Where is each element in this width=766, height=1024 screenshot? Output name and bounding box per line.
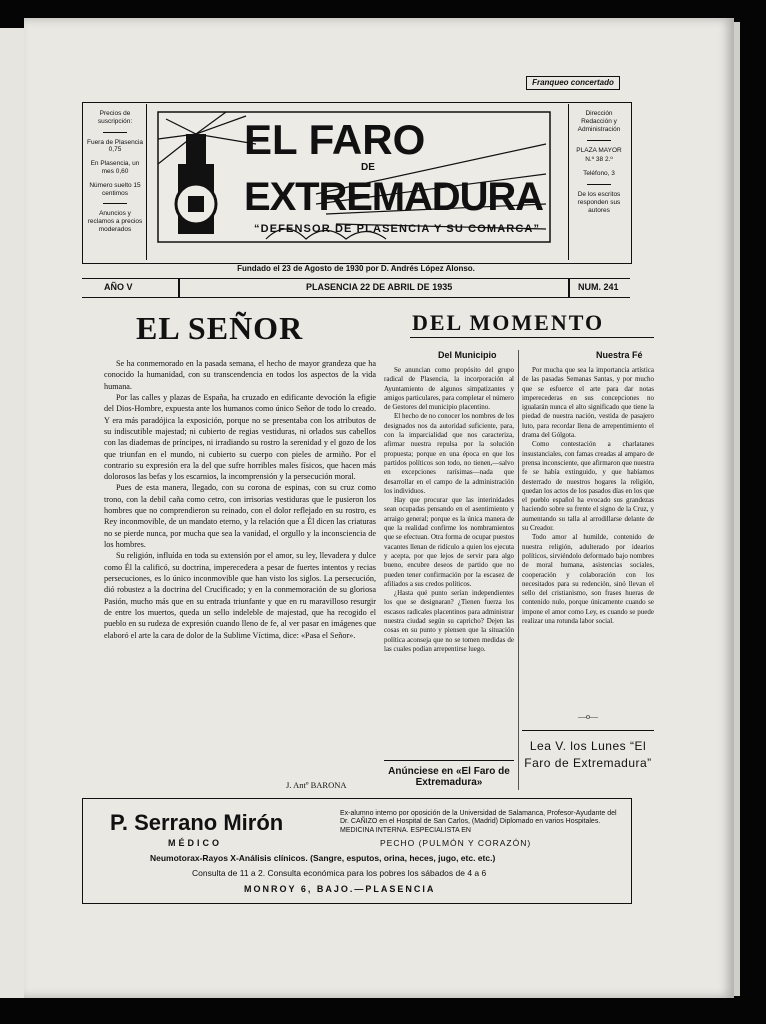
doctor-credentials: Ex-alumno interno por oposición de la Universidad de Salamanca, Profesor-Ayudante del Dr. CAÑIZO en el Hospital de San Carlos, (Madrid) Diplomado en varios Hospitales. MEDICINA INTERNA. ESPECIALISTA EN [340, 810, 617, 834]
administration-label: Dirección Redacción y Administración [577, 110, 621, 134]
doctor-name: P. Serrano Mirón [110, 810, 284, 835]
article-el-senor-body [104, 358, 376, 641]
issue-number: NUM. 241 [578, 282, 619, 292]
logo-title-line1: EL FARO [244, 116, 426, 163]
divider [587, 184, 611, 185]
ads-note: Anuncios y reclamos a precios moderados [87, 210, 143, 233]
article-signature: J. Antº BARONA [286, 780, 347, 790]
article-paragraph: Como contestación a charlatanes insustanciales, con famas creadas al amparo de prensa inconsciente, que afirmaron que nuestra fe se había extinguido, y que habíamos desterrado de nuestros hogares la religión, quedan los actos de los pasados días en los que el pueblo español ha evocado sus grandezas haciendo sobre su frente el signo de la Cruz, y aumentando su talla al arrodillarse delante de su Creador. [522, 440, 654, 533]
article-paragraph: Hay que procurar que las interinidades sean ocupadas pensando en el asentimiento y arraigo general; porque es la única manera de que la realidad confirme los nombramientos que se efectuan. Otra forma de ocupar puestos vacantes llenan de ridículo a quien los ejecuta y acepta, por que lejos de servir para algo bueno, encubre deseos de partido que no pueden tener confirmación por la escasez de afiliados a sus credos políticos. [384, 496, 514, 588]
subscription-prices: Precios de suscripción: [97, 110, 133, 125]
logo-de: DE [361, 162, 375, 173]
issue-info-bar [82, 278, 630, 298]
founded-line: Fundado el 23 de Agosto de 1930 por D. Andrés López Alonso. [237, 264, 475, 273]
column-rule [518, 350, 519, 790]
price-outside: Fuera de Plasencia 0,75 [86, 138, 143, 154]
article-paragraph: Se ha conmemorado en la pasada semana, el hecho de mayor grandeza que ha conocido la humanidad, con su transcendencia en todos los aspectos de la vida humana. [104, 359, 376, 391]
doctor-address: MONROY 6, BAJO.—PLASENCIA [244, 884, 436, 894]
divider [410, 337, 654, 338]
divider [103, 203, 127, 204]
franqueo-label: Franqueo concertado [526, 76, 620, 90]
nuestra-fe-body [522, 366, 654, 626]
telephone: Teléfono, 3 [583, 169, 615, 177]
article-paragraph: Se anuncian como propósito del grupo radical de Plasencia, la incorporación al Ayuntamiento de algunos simpatizantes y amigos particulares, para completar el número de Gestores del municipio placentino. [384, 366, 514, 412]
municipio-body [384, 366, 514, 654]
single-issue-price: Número suelto 15 centimos [89, 181, 141, 197]
subsection-title-nuestra-fe: Nuestra Fé [596, 350, 643, 360]
consultation-hours: Consulta de 11 a 2. Consulta económica para los pobres los sábados de 4 a 6 [192, 868, 487, 878]
divider [384, 760, 514, 761]
authors-note: De los escritos responden sus autores [577, 190, 621, 214]
divider [103, 132, 127, 133]
divider [568, 279, 570, 297]
article-title-el-senor: EL SEÑOR [136, 310, 304, 346]
advertise-here-notice: Anúnciese en «El Faro de Extremadura» [388, 766, 510, 788]
article-paragraph: Todo amor al humilde, contenido de nuestra religión, adulterado por idearios políticos, sirviéndolo deformado bajo nombres de moral humana, asistencias sociales, cooperación y colaboración con los necesitados para su redención, sinó llevan el sello del cristianismo, son frases hueras de contenido nulo, porque únicamente cuando se impone el amor como Ley, es cuando se puede realizar una rotunda labor social. [522, 533, 654, 626]
divider [178, 279, 180, 297]
article-paragraph: Por las calles y plazas de España, ha cruzado en edificante devoción la efigie del Dios-Hombre, expuesta ante los humanos como único Señor de todo lo creado. Y era más paradójica la exposición, porque no se presentaba con los atributos de su indiscutible majestad; ni cubierto de regias vestiduras, ni orlados sus cabellos con las diademas de príncipes, ni irradiando su rostro la serenidad y el gozo de los que triunfan en el mundo, ni cubierto su cuerpo con pieles de armiño. Por el contrario su expresión era la del que sufre horribles males físicos, que hacen más dolorosos las befas y los escarnios, la incomprensión y la persecución moral. [104, 392, 376, 482]
divider [522, 730, 654, 731]
clinical-services: Neumotorax-Rayos X-Análisis clínicos. (Sangre, esputos, orina, heces, jugo, etc. etc.) [150, 853, 496, 863]
article-paragraph: Por mucha que sea la importancia artística de las pasadas Semanas Santas, y por mucho que se esfuerce el arte para dar notas imperecederas en sus concepciones no igualarán nunca el alto significado que tiene la piedad de nuestra nación, vestida de pasajero luto, para recordar llena de arrepentimiento el drama del Gólgota. [522, 366, 654, 440]
issue-year: AÑO V [104, 282, 133, 292]
article-paragraph: El hecho de no conocer los nombres de los designados nos da autoridad suficiente, para, con la imparcialidad que nos caracteriza, afirmar nuestra repulsa por la solución propuesta; porque en una época en que los partidos políticos son todo, no tienen,—salvo en excepciones rarísimas—nada que desarrollar en el campo de la administración los individuos. [384, 412, 514, 495]
address: PLAZA MAYOR N.º 38 2.º [576, 147, 622, 163]
read-mondays-notice: Lea V. los Lunes “El Faro de Extremadura” [524, 739, 652, 770]
section-title-del-momento: DEL MOMENTO [412, 310, 605, 335]
address-box [568, 104, 629, 260]
section-separator: —o— [578, 712, 598, 721]
subsection-title-municipio: Del Municipio [438, 350, 497, 360]
doctor-title: MÉDICO [168, 838, 222, 848]
article-paragraph: Pues de esta manera, llegado, con su corona de espinas, con su cruz como trono, con la debil caña como cetro, con irrisorias vestiduras que le pusieron los hombres que no comprendieron su reinado, con el dolor reflejado en su rostro, es Rey inconmovible, de un mandato eterno, y la relación que a Él dicen las criaturas no se pierde nunca, por mucha que sea la vanidad, el orgullo y la inconsciencia de los hombres. [104, 483, 376, 549]
price-plasencia: En Plasencia, un mes 0,60 [90, 160, 140, 175]
book-spine [0, 28, 26, 998]
lighthouse-illustration [156, 104, 556, 244]
subscription-box [84, 104, 147, 260]
masthead-logo [156, 104, 556, 244]
page-edge [734, 22, 740, 996]
article-paragraph: ¿Hasta qué punto serían independientes los que se designaran? ¿Tienen fuerza los escasos radicales placentinos para administrar nuestra ciudad según su capricho? Dejen las cosas en su punto y piensen que la situación política aconseja que no se tomen medidas de las cuales podían arrepentirse luego. [384, 589, 514, 653]
divider [587, 140, 611, 141]
dateline: PLASENCIA 22 DE ABRIL DE 1935 [306, 282, 453, 292]
doctor-specialty: PECHO (PULMÓN Y CORAZÓN) [380, 838, 532, 848]
logo-tagline: “DEFENSOR DE PLASENCIA Y SU COMARCA” [254, 223, 539, 235]
article-paragraph: Su religión, influída en toda su extensión por el amor, su ley, llevadera y dulce como Él la calificó, su doctrina, imperecedera a pesar de fuertes intentos y recias persecuciones, es lo único inconmovible que han visto los siglos. La persecución, dió robustez a la doctrina del Crucificado; y en la conmemoración de su gloriosa Pasión, mucho más que en su entrada triunfante y que en ru maravilloso resurgir de entre los muertos, queda un sello indeleble de majestad, que ha recogido el pueblo en su rudeza de expresión cuando lleno de fe, al ver pasar en imágenes que elaboró el arte la cara de dolor de la Sublime Víctima, dice: «Pasa el Señor». [104, 551, 376, 640]
logo-title-line2: EXTREMADURA [244, 175, 544, 219]
